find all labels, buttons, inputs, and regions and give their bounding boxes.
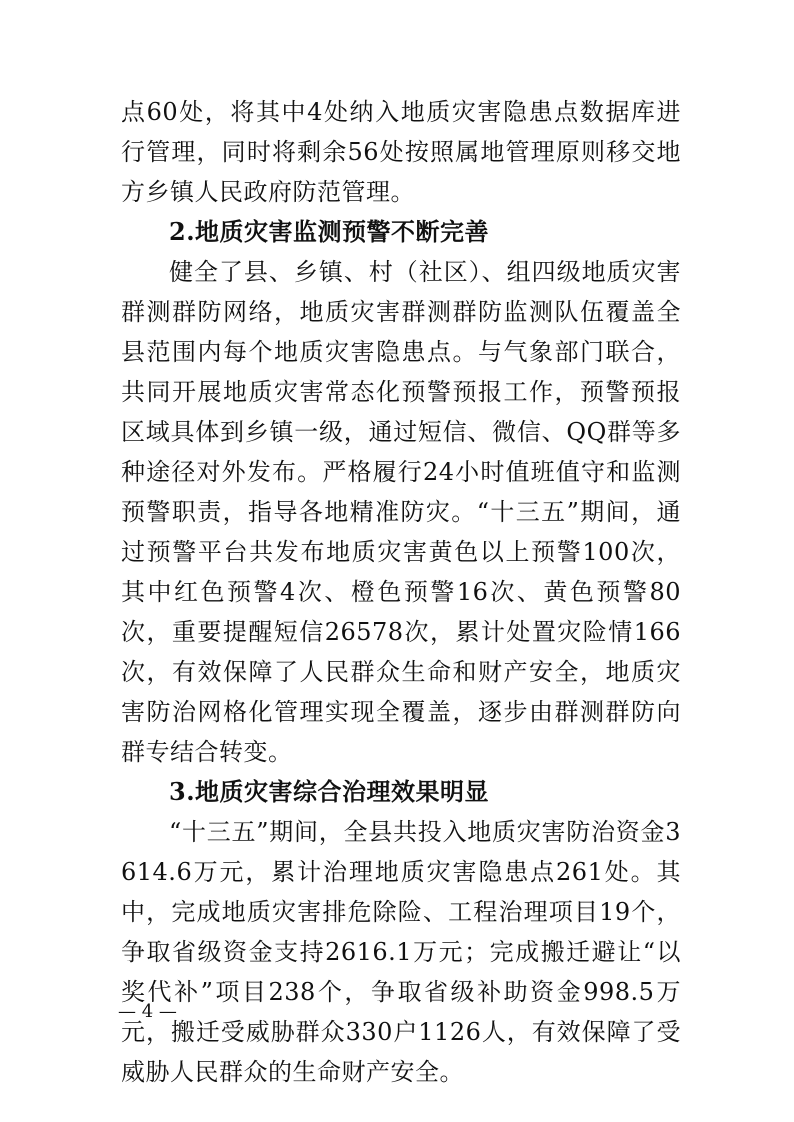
section-heading-monitoring: 2.地质灾害监测预警不断完善 [169, 217, 490, 246]
page-number: — 4 — [118, 1001, 177, 1022]
paragraph-monitoring: 健全了县、乡镇、村（社区）、组四级地质灾害群测群防网络，地质灾害群测群防监测队伍覆盖全县范围内每个地质灾害隐患点。与气象部门联合，共同开展地质灾害常态化预警预报工作，预警预报区域具体到乡镇一级，通过短信、微信、QQ群等多种途径对外发布。严格履行24小时值班值守和监测预警职责，指导各地精准防灾。“十三五”期间，通过预警平台共发布地质灾害黄色以上预警100次，其中红色预警4次、橙色预警16次、黄色预警80次，重要提醒短信26578次，累计处置灾险情166次，有效保障了人民群众生命和财产安全，地质灾害防治网格化管理实现全覆盖，逐步由群测群防向群专结合转变。 [121, 258, 681, 766]
paragraph-continued: 点60处，将其中4处纳入地质灾害隐患点数据库进行管理，同时将剩余56处按照属地管理原则移交地方乡镇人民政府防范管理。 [121, 98, 681, 206]
document-body [121, 92, 681, 1092]
section-heading-treatment: 3.地质灾害综合治理效果明显 [169, 777, 490, 806]
paragraph-treatment: “十三五”期间，全县共投入地质灾害防治资金3614.6万元，累计治理地质灾害隐患点261处。其中，完成地质灾害排危除险、工程治理项目19个，争取省级资金支持2616.1万元；完成搬迁避让“以奖代补”项目238个，争取省级补助资金998.5万元，搬迁受威胁群众330户1126人，有效保障了受威胁人民群众的生命财产安全。 [121, 818, 681, 1086]
